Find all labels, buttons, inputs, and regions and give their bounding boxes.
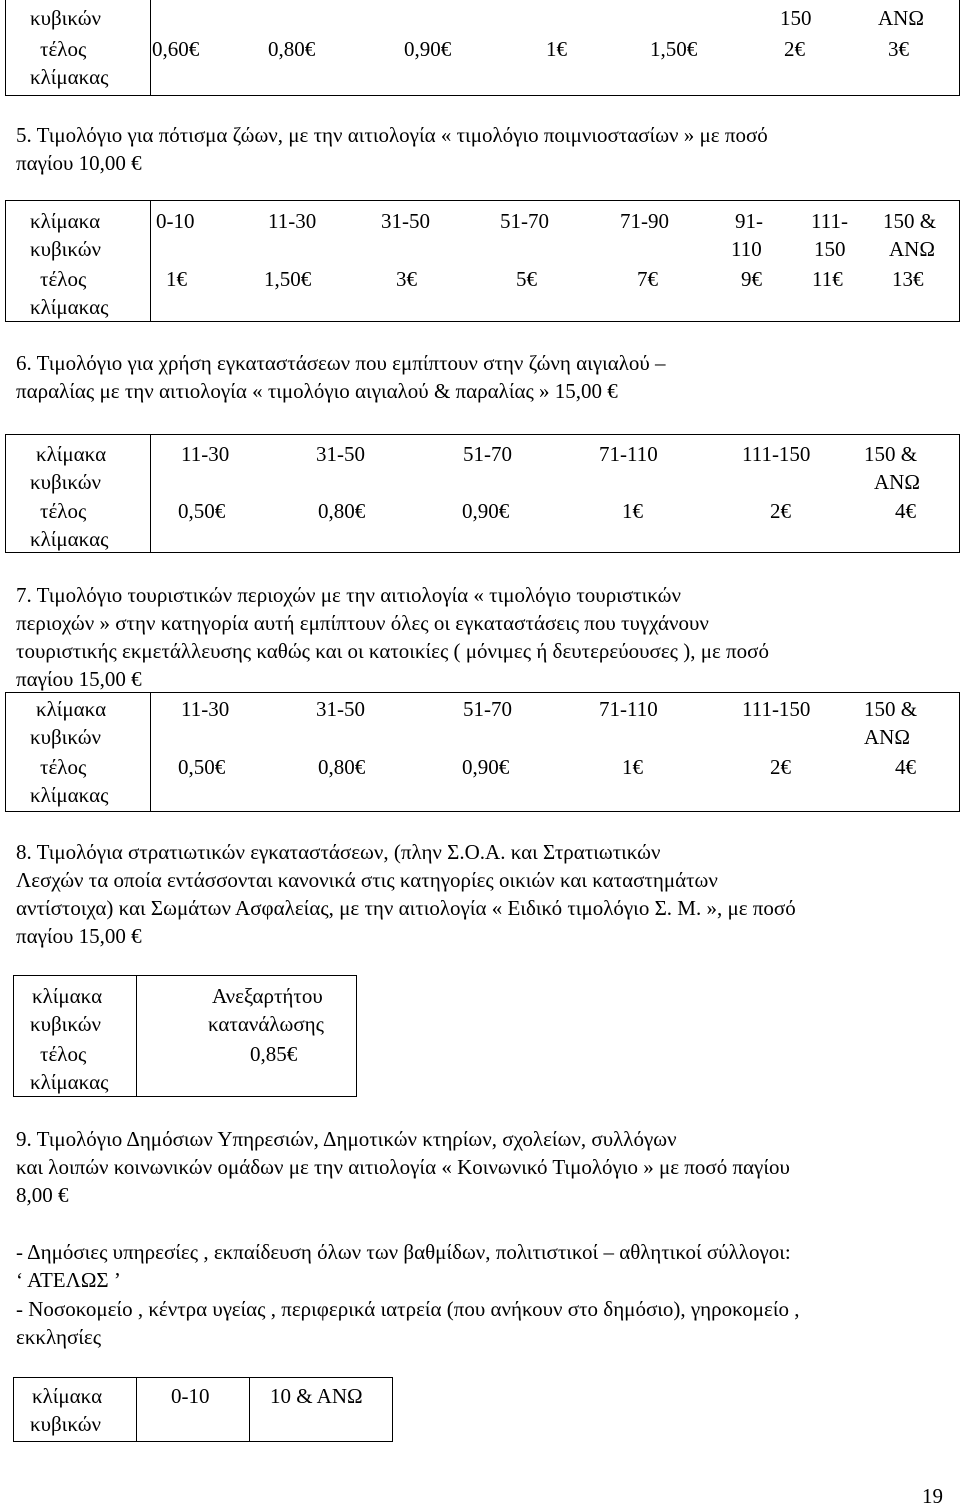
section-5-text: 5. Τιμολόγιο για πότισμα ζώων, με την αιτιολογία « τιμολόγιο ποιμνιοστασίων » με ποσό παγίου 10,00 € [16,123,768,175]
fee-cell: 2€ [770,499,791,523]
row-label: κυβικών [30,1412,102,1436]
section-9-bullet-2: - Νοσοκομείο , κέντρα υγείας , περιφερικά ιατρεία (που ανήκουν στο δημόσιο), γηροκομείο , εκκλησίες [16,1297,800,1349]
range-cell: 91- [735,209,763,233]
continuation-table [5,0,960,96]
section-7-table [5,692,960,812]
range-cell: 51-70 [463,442,512,466]
range-cell: 51-70 [463,697,512,721]
row-label: κλίμακα [30,209,101,233]
fee-cell: 0,80€ [318,499,366,523]
fee-cell: 2€ [784,37,805,61]
fee-cell: 5€ [516,267,537,291]
fee-cell: 1€ [622,499,643,523]
range-cell: 150 & [883,209,937,233]
row-label: τέλος [40,755,87,779]
range-cell: 150 & [864,442,918,466]
row-label: κλίμακα [32,984,103,1008]
range-cell: ΑΝΩ [874,470,920,494]
section-5-table [5,200,960,322]
range-cell: 11-30 [181,697,230,721]
row-label: κλίμακα [32,1384,103,1408]
range-cell: 71-90 [620,209,669,233]
fee-cell: 2€ [770,755,791,779]
range-cell: 51-70 [500,209,549,233]
row-label: κλίμακα [36,697,107,721]
range-cell: ΑΝΩ [864,725,910,749]
row-label: κυβικών [30,1012,102,1036]
row-label: κλίμακας [30,65,109,89]
fee-cell: 0,50€ [178,499,226,523]
row-label: κλίμακα [36,442,107,466]
fee-cell: 0,80€ [318,755,366,779]
page-number: 19 [922,1484,943,1508]
fee-cell: 9€ [741,267,762,291]
range-cell: 71-110 [599,442,658,466]
fee-cell: 3€ [396,267,417,291]
row-label: τέλος [40,1042,87,1066]
range-cell: ΑΝΩ [889,237,935,261]
row-label: κλίμακας [30,783,109,807]
fee-cell: 4€ [895,499,916,523]
range-cell: 150 [780,6,812,30]
range-cell: 10 & ΑΝΩ [270,1384,363,1408]
range-cell: Ανεξαρτήτου [212,984,323,1008]
section-9-table [13,1377,393,1442]
section-8-text: 8. Τιμολόγια στρατιωτικών εγκαταστάσεων, (πλην Σ.Ο.Α. και Στρατιωτικών Λεσχών τα οποία εντάσσονται κανονικά στις κατηγορίες οικιών και καταστημάτων αντίστοιχα) και Σωμάτων Ασφαλείας, με την αιτιολογία « Ειδικό τιμολόγιο Σ. Μ. », με ποσό παγίου 15,00 € [16,840,796,948]
range-cell: 110 [731,237,762,261]
section-7-text: 7. Τιμολόγιο τουριστικών περιοχών με την αιτιολογία « τιμολόγιο τουριστικών περιοχών » στην κατηγορία αυτή εμπίπτουν όλες οι εγκαταστάσεις που τυγχάνουν τουριστικής εκμετάλλευσης καθώς και οι κατοικίες ( μόνιμες ή δευτερεύουσες ), με ποσό παγίου 15,00 € [16,583,769,691]
fee-cell: 7€ [637,267,658,291]
fee-cell: 0,90€ [404,37,452,61]
range-cell: 150 [814,237,846,261]
range-cell: 111-150 [742,697,811,721]
fee-cell: 4€ [895,755,916,779]
fee-cell: 0,50€ [178,755,226,779]
range-cell: 11-30 [181,442,230,466]
fee-cell: 1€ [546,37,567,61]
range-cell: 31-50 [381,209,430,233]
range-cell: 71-110 [599,697,658,721]
fee-cell: 13€ [892,267,924,291]
range-cell: 31-50 [316,442,365,466]
fee-cell: 3€ [888,37,909,61]
row-label: τέλος [40,37,87,61]
range-cell: 150 & [864,697,918,721]
row-label: τέλος [40,499,87,523]
section-9-text: 9. Τιμολόγιο Δημόσιων Υπηρεσιών, Δημοτικών κτηρίων, σχολείων, συλλόγων και λοιπών κοινωνικών ομάδων με την αιτιολογία « Κοινωνικό Τιμολόγιο » με ποσό παγίου 8,00 € [16,1127,790,1207]
range-cell: κατανάλωσης [208,1012,324,1036]
range-cell: 0-10 [156,209,195,233]
fee-cell: 1,50€ [264,267,312,291]
range-cell: 11-30 [268,209,317,233]
fee-cell: 1€ [166,267,187,291]
fee-cell: 0,60€ [152,37,200,61]
row-label: κυβικών [30,6,102,30]
fee-cell: 0,90€ [462,499,510,523]
row-label: κυβικών [30,470,102,494]
fee-cell: 1€ [622,755,643,779]
fee-cell: 0,80€ [268,37,316,61]
row-label: κυβικών [30,237,102,261]
fee-cell: 11€ [812,267,843,291]
range-cell: ΑΝΩ [878,6,924,30]
fee-cell: 1,50€ [650,37,698,61]
range-cell: 0-10 [171,1384,210,1408]
section-6-text: 6. Τιμολόγιο για χρήση εγκαταστάσεων που εμπίπτουν στην ζώνη αιγιαλού – παραλίας με την αιτιολογία « τιμολόγιο αιγιαλού & παραλίας » 15,00 € [16,351,666,403]
fee-cell: 0,90€ [462,755,510,779]
section-6-table [5,434,960,553]
range-cell: 111-150 [742,442,811,466]
section-8-table [13,975,357,1097]
row-label: κλίμακας [30,527,109,551]
fee-cell: 0,85€ [250,1042,298,1066]
row-label: κυβικών [30,725,102,749]
section-9-bullet-1: - Δημόσιες υπηρεσίες , εκπαίδευση όλων των βαθμίδων, πολιτιστικοί – αθλητικοί σύλλογοι: ‘ ΑΤΕΛΩΣ ’ [16,1240,791,1292]
range-cell: 111- [811,209,848,233]
row-label: κλίμακας [30,295,109,319]
row-label: τέλος [40,267,87,291]
range-cell: 31-50 [316,697,365,721]
row-label: κλίμακας [30,1070,109,1094]
